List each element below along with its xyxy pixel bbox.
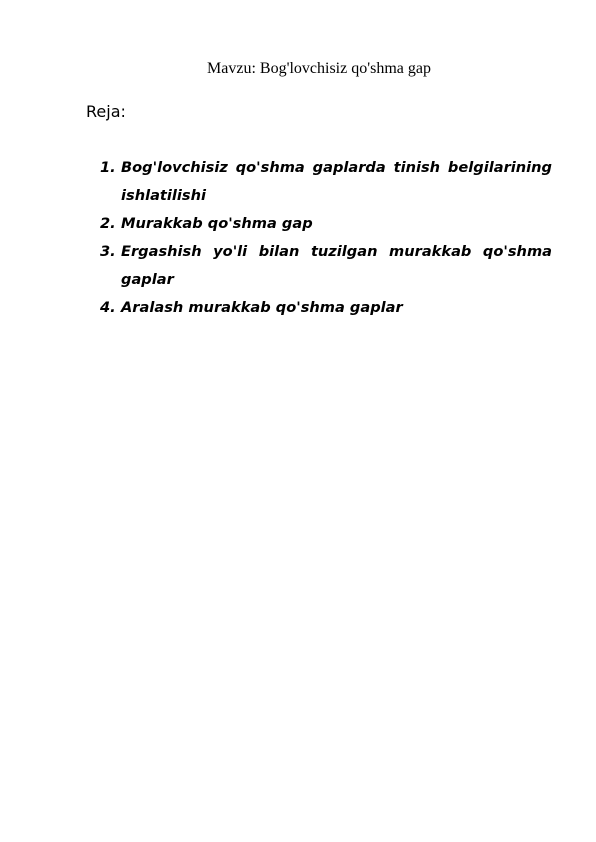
plan-item-text: Ergashish yo'li bilan tuzilgan murakkab qo'shma gaplar <box>121 243 552 288</box>
plan-item-3 <box>100 238 552 294</box>
plan-item-2 <box>100 210 552 238</box>
plan-item-number: 1. <box>100 159 116 176</box>
document-title: Mavzu: Bog'lovchisiz qo'shma gap <box>207 60 431 77</box>
plan-item-1 <box>100 154 552 210</box>
plan-item-text: Bog'lovchisiz qo'shma gaplarda tinish belgilarining ishlatilishi <box>121 159 552 204</box>
plan-item-number: 2. <box>100 215 116 232</box>
plan-item-4 <box>100 294 552 322</box>
plan-item-text: Aralash murakkab qo'shma gaplar <box>121 299 403 316</box>
plan-list <box>100 154 552 322</box>
plan-heading: Reja: <box>86 102 126 121</box>
plan-item-text: Murakkab qo'shma gap <box>121 215 313 232</box>
plan-item-number: 4. <box>100 299 116 316</box>
plan-item-number: 3. <box>100 243 116 260</box>
